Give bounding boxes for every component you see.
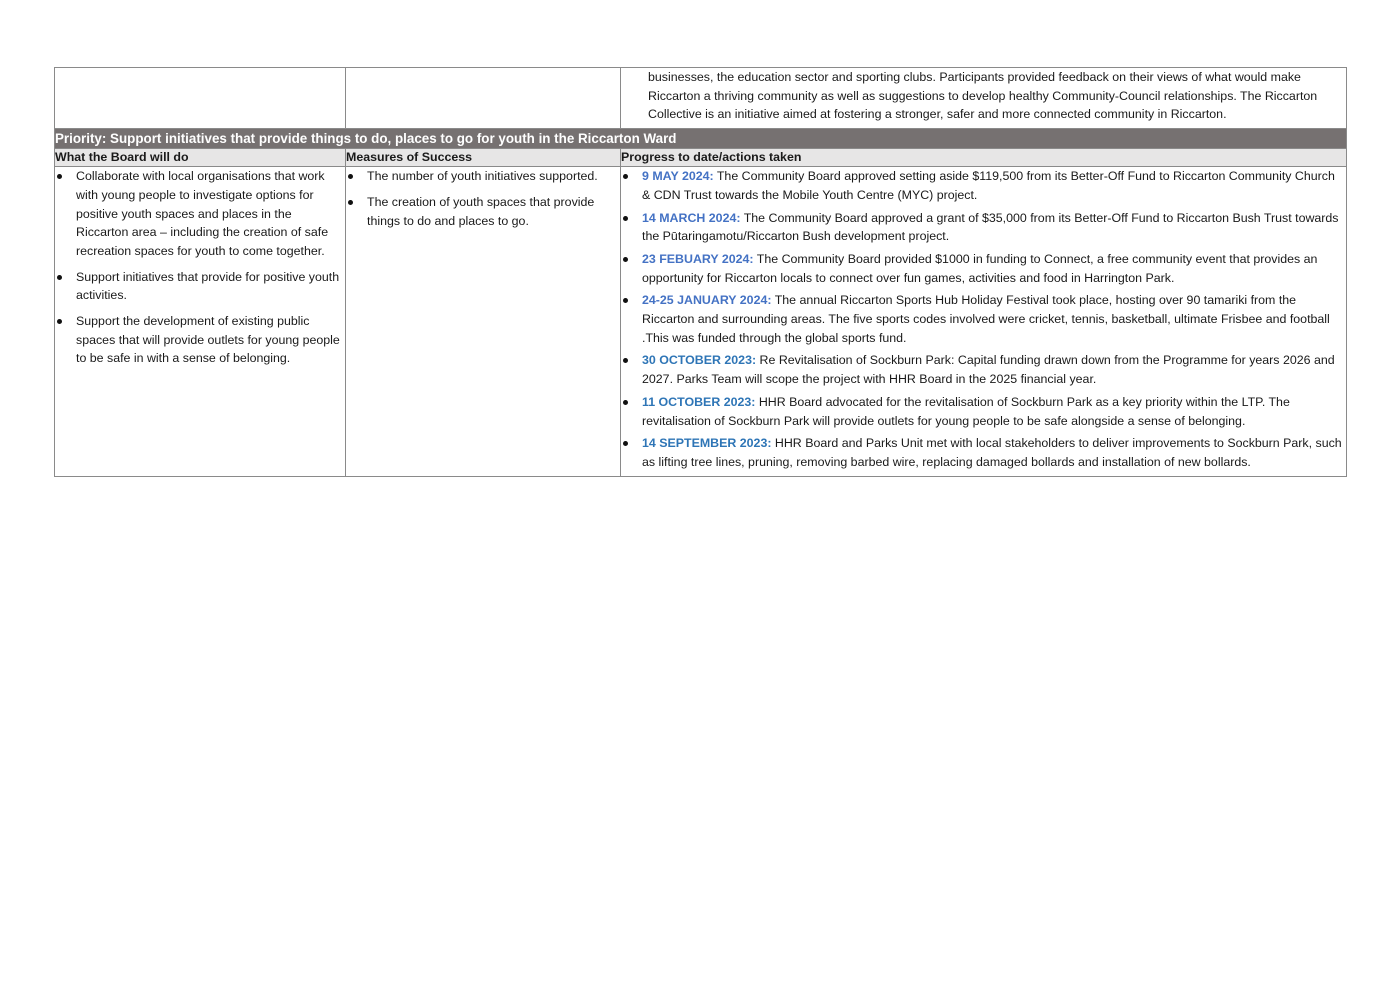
list-item: The number of youth initiatives supported.: [346, 167, 620, 186]
progress-text: The Community Board approved setting aside $119,500 from its Better-Off Fund to Riccarton Community Church & CDN Trust towards the Mobile Youth Centre (MYC) project.: [642, 169, 1335, 202]
progress-item: [621, 291, 1346, 347]
continuation-text: businesses, the education sector and sporting clubs. Participants provided feedback on their views of what would make Riccarton a thriving community as well as suggestions to develop healthy Community-Council relationships. The Riccarton Collective is an initiative aimed at fostering a stronger, safer and more connected community in Riccarton.: [648, 70, 1318, 122]
board-actions-list: [55, 167, 345, 368]
progress-item: [621, 393, 1346, 430]
continuation-cell-empty-1: [55, 68, 346, 129]
progress-text: Re Revitalisation of Sockburn Park: Capital funding drawn down from the Programme for years 2026 and 2027. Parks Team will scope the project with HHR Board in the 2025 financial year.: [642, 353, 1335, 387]
priority-row: [55, 129, 1347, 149]
progress-text: HHR Board and Parks Unit met with local stakeholders to deliver improvements to Sockburn Park, such as lifting tree lines, pruning, removing barbed wire, replacing damaged bollards and installation of new bollards.: [642, 436, 1342, 469]
progress-date: 23 FEBUARY 2024:: [642, 251, 754, 266]
progress-item: [621, 434, 1346, 471]
progress-item: [621, 167, 1346, 204]
progress-date: 14 MARCH 2024:: [642, 210, 741, 225]
continuation-cell-empty-2: [346, 68, 621, 129]
list-item: Collaborate with local organisations that work with young people to investigate options for positive youth spaces and places in the Riccarton area – including the creation of safe recreation spaces for youth to come together.: [55, 167, 345, 261]
progress-text: The annual Riccarton Sports Hub Holiday Festival took place, hosting over 90 tamariki from the Riccarton and surrounding areas. The five sports codes involved were cricket, tennis, basketball, ultimate Frisbee and football .This was funded through the global sports fund.: [642, 293, 1330, 345]
progress-item: [621, 351, 1346, 388]
progress-date: 11 OCTOBER 2023:: [642, 394, 756, 409]
progress-text: HHR Board advocated for the revitalisation of Sockburn Park as a key priority within the LTP. The revitalisation of Sockburn Park will provide outlets for young people to be safe alongside a sense of belonging.: [642, 394, 1290, 428]
priority-title: Priority: Support initiatives that provide things to do, places to go for youth in the Riccarton Ward: [55, 129, 1347, 149]
continuation-cell: [621, 68, 1347, 129]
measures-list: [346, 167, 620, 230]
continuation-row: [55, 68, 1347, 129]
progress-date: 14 SEPTEMBER 2023:: [642, 436, 772, 451]
progress-list: [621, 167, 1346, 472]
progress-date: 9 MAY 2024:: [642, 169, 714, 184]
progress-text: The Community Board provided $1000 in funding to Connect, a free community event that provides an opportunity for Riccarton locals to connect over fun games, activities and food in Harrington Park.: [642, 251, 1318, 285]
header-what-board-will-do: What the Board will do: [55, 149, 346, 167]
header-measures-of-success: Measures of Success: [346, 149, 621, 167]
header-progress: Progress to date/actions taken: [621, 149, 1347, 167]
measures-cell: [346, 167, 621, 477]
progress-date: 30 OCTOBER 2023:: [642, 353, 757, 368]
progress-cell: [621, 167, 1347, 477]
list-item: Support the development of existing public spaces that will provide outlets for young people to be safe in with a sense of belonging.: [55, 312, 345, 368]
progress-item: [621, 209, 1346, 246]
progress-date: 24-25 JANUARY 2024:: [642, 293, 772, 308]
content-row: [55, 167, 1347, 477]
column-header-row: [55, 149, 1347, 167]
progress-item: [621, 250, 1346, 287]
list-item: The creation of youth spaces that provide things to do and places to go.: [346, 193, 620, 230]
board-actions-cell: [55, 167, 346, 477]
progress-text: The Community Board approved a grant of $35,000 from its Better-Off Fund to Riccarton Bush Trust towards the Pūtaringamotu/Riccarton Bush development project.: [642, 210, 1339, 244]
board-plan-table: [54, 67, 1347, 477]
list-item: Support initiatives that provide for positive youth activities.: [55, 268, 345, 305]
